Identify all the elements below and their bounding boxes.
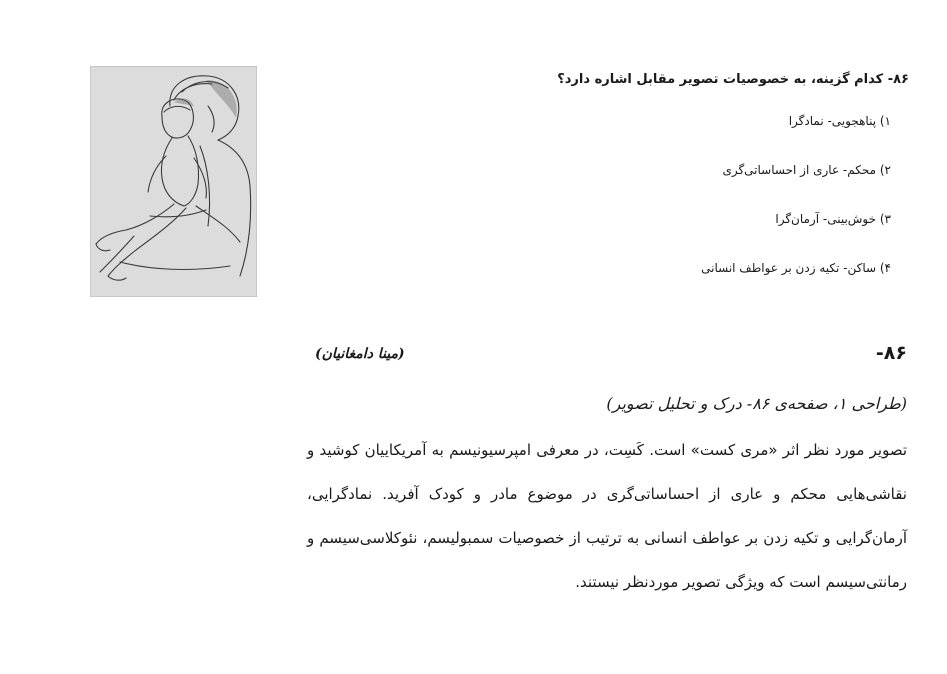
answer-author: (مینا دامغانیان) [315,346,405,362]
question-block [349,70,909,277]
mother-child-sketch [90,66,257,297]
option-4: ۴) ساکن- تکیه زدن بر عواطف انسانی [701,261,891,275]
answer-block [307,338,907,604]
option-2: ۲) محکم- عاری از احساساتی‌گری [722,163,891,177]
answer-header [307,338,907,368]
option-3: ۳) خوش‌بینی- آرمان‌گرا [775,212,891,226]
answer-reference: (طراحی ۱، صفحه‌ی ۸۶- درک و تحلیل تصویر) [606,394,907,413]
option-1: ۱) پناهجویی- نمادگرا [788,114,891,128]
answer-number: ۸۶- [875,342,907,364]
answer-body: تصویر مورد نظر اثر «مری کست» است. کَسِت، در معرفی امپرسیونیسم به آمریکاییان کوشید و نقاشی‌هایی محکم و عاری از احساساتی‌گری در موضوع مادر و کودک آفرید. نمادگرایی، آرمان‌گرایی و تکیه زدن بر عواطف انسانی به ترتیب از خصوصیات سمبولیسم، نئوکلاسی‌سیسم و رمانتی‌سیسم است که ویژگی تصویر موردنظر نیستند. [307,441,907,591]
question-text: ۸۶- کدام گزینه، به خصوصیات تصویر مقابل اشاره دارد؟ [557,72,909,87]
